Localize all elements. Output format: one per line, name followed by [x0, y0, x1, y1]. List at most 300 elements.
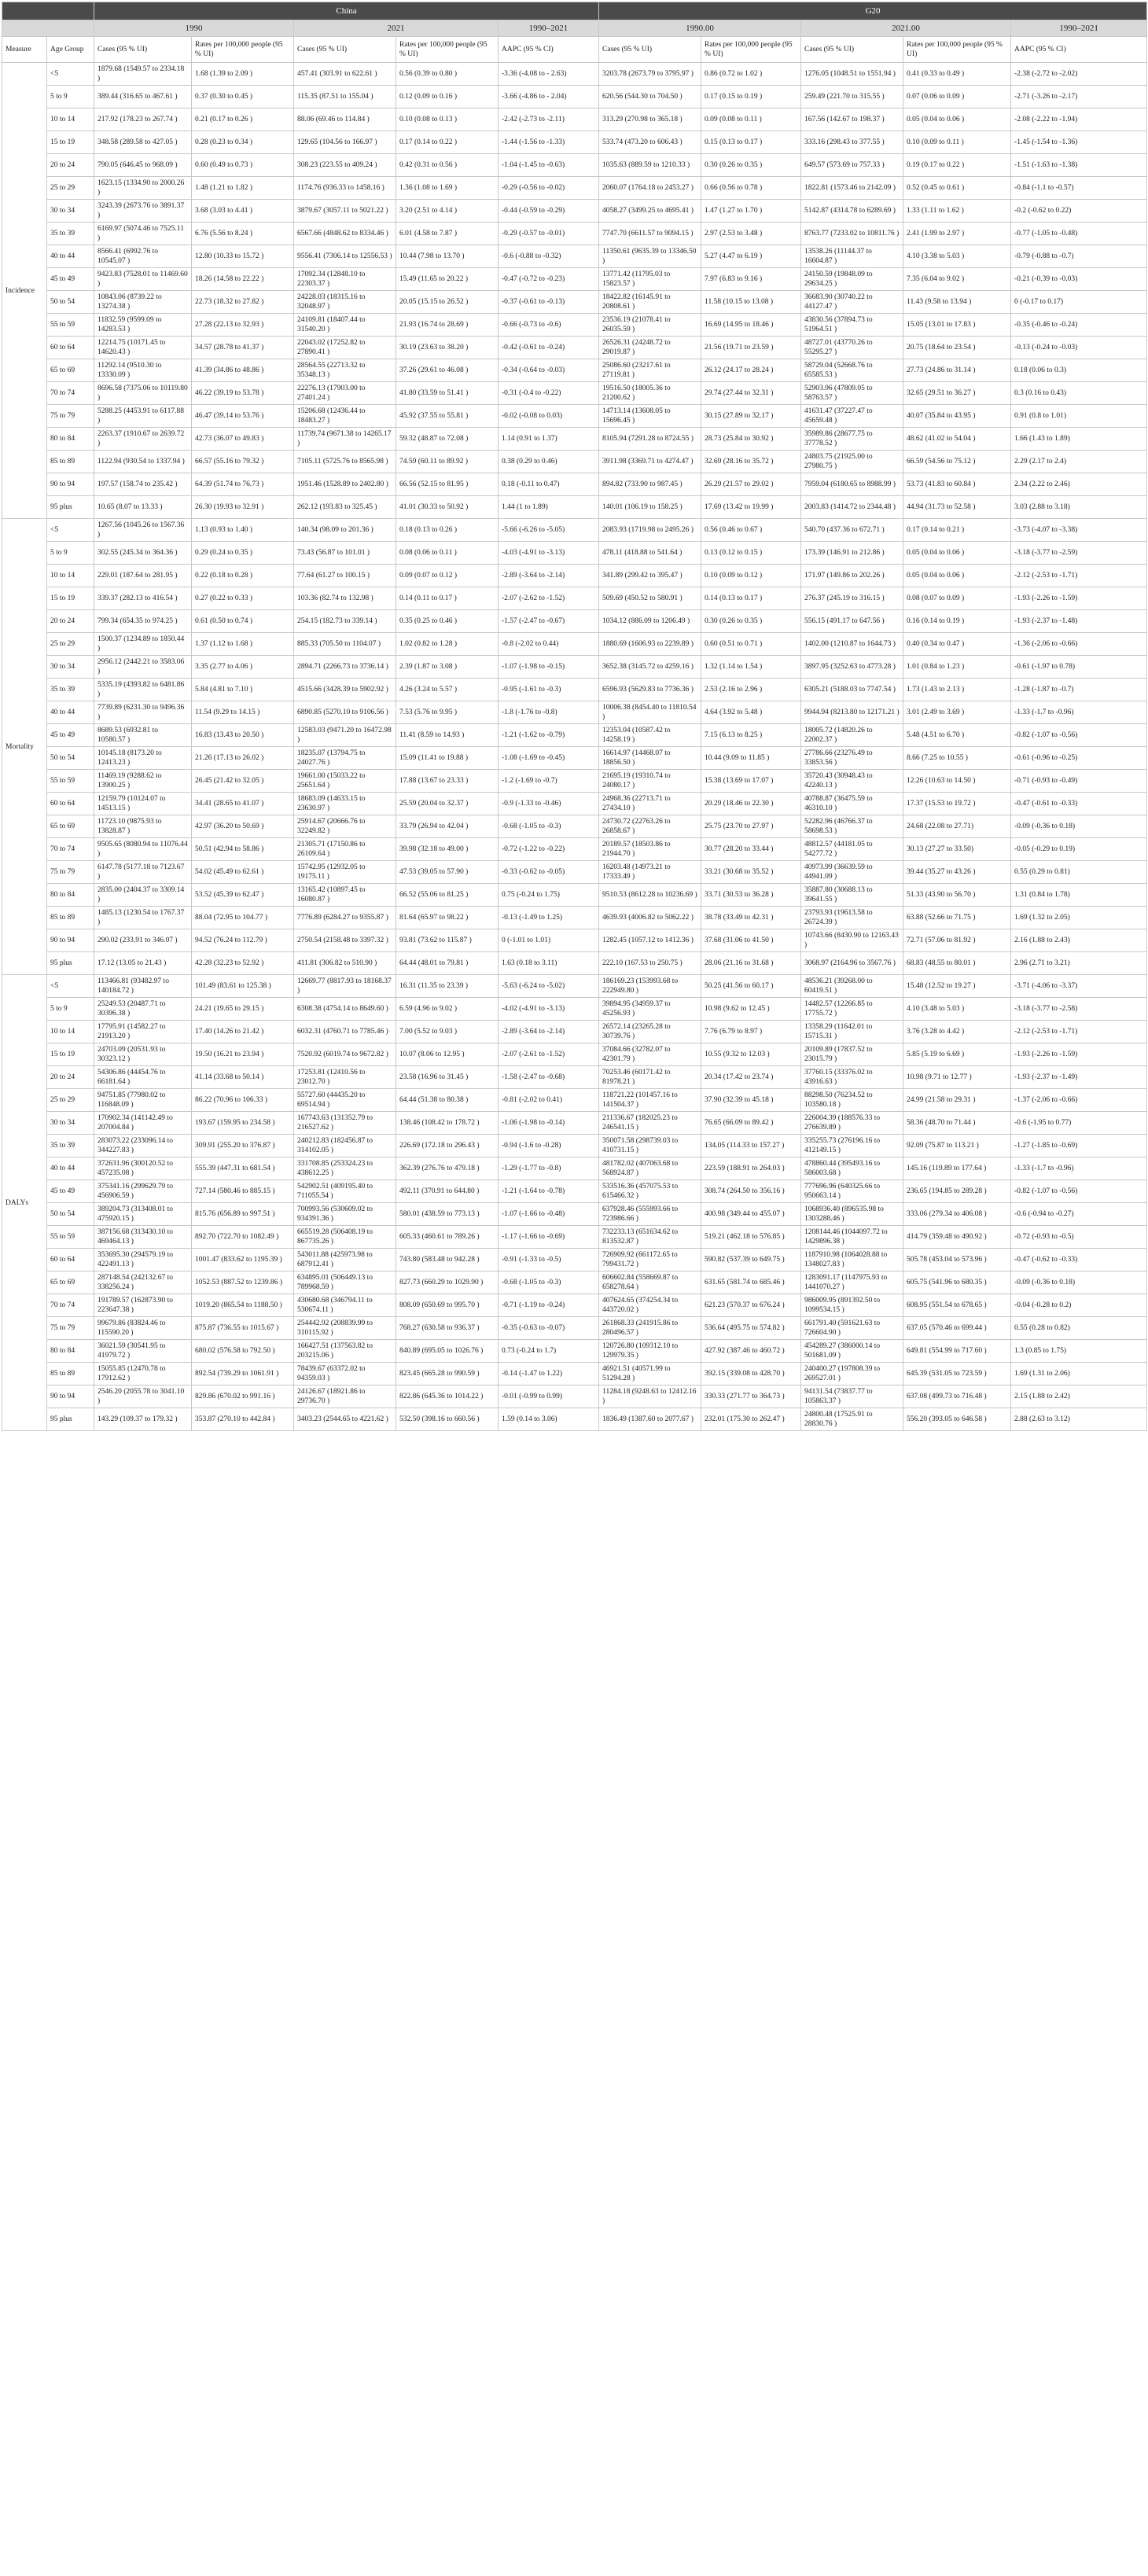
cell-china-aapc: -0.31 (-0.4 to -0.22)	[499, 382, 599, 405]
cell-china-aapc: 0.18 (-0.11 to 0.47)	[499, 473, 599, 496]
cell-g20-rate-1990: 427.92 (387.46 to 460.72 )	[701, 1340, 801, 1363]
cell-g20-cases-1990: 39894.95 (34959.37 to 45256.93 )	[599, 998, 701, 1021]
region-header-china: China	[94, 2, 599, 20]
cell-china-rate-1990: 54.02 (45.49 to 62.61 )	[192, 861, 294, 884]
cell-china-cases-2021: 7520.92 (6019.74 to 9672.82 )	[294, 1043, 396, 1066]
cell-china-cases-1990: 229.01 (187.64 to 281.95 )	[94, 565, 192, 587]
cell-china-rate-1990: 41.39 (34.86 to 48.86 )	[192, 359, 294, 382]
cell-g20-aapc: 0.55 (0.29 to 0.81)	[1011, 861, 1147, 884]
cell-china-rate-2021: 93.81 (73.62 to 115.87 )	[396, 929, 499, 952]
cell-china-cases-1990: 1267.56 (1045.26 to 1567.36 )	[94, 519, 192, 542]
cell-china-cases-1990: 12214.75 (10171.45 to 14620.43 )	[94, 337, 192, 359]
cell-g20-rate-1990: 392.15 (339.08 to 428.70 )	[701, 1363, 801, 1386]
age-group-cell: 80 to 84	[47, 428, 94, 451]
cell-china-rate-1990: 3.35 (2.77 to 4.06 )	[192, 656, 294, 679]
cell-china-rate-2021: 0.56 (0.39 to 0.80 )	[396, 63, 499, 86]
cell-china-cases-2021: 15206.68 (12436.44 to 18483.27 )	[294, 405, 396, 428]
cell-china-rate-1990: 0.27 (0.22 to 0.33 )	[192, 587, 294, 610]
cell-china-rate-2021: 74.59 (60.11 to 89.92 )	[396, 451, 499, 473]
cell-g20-aapc: -1.37 (-2.06 to -0.66)	[1011, 1089, 1147, 1112]
cell-china-aapc: -5.63 (-6.24 to -5.02)	[499, 975, 599, 998]
cell-china-aapc: -2.89 (-3.64 to -2.14)	[499, 565, 599, 587]
cell-china-cases-2021: 543011.88 (425973.98 to 687912.41 )	[294, 1249, 396, 1271]
cell-g20-rate-2021: 53.73 (41.83 to 60.84 )	[903, 473, 1011, 496]
cell-g20-aapc: -0.35 (-0.46 to -0.24)	[1011, 314, 1147, 337]
cell-g20-rate-2021: 0.16 (0.14 to 0.19 )	[903, 610, 1011, 633]
cell-g20-cases-1990: 26572.14 (23265.28 to 30739.76 )	[599, 1021, 701, 1043]
cell-g20-cases-1990: 726909.92 (661172.65 to 799431.72 )	[599, 1249, 701, 1271]
age-group-cell: 5 to 9	[47, 86, 94, 109]
cell-china-cases-1990: 54306.86 (44454.76 to 66181.64 )	[94, 1066, 192, 1089]
cell-china-rate-1990: 6.76 (5.56 to 8.24 )	[192, 223, 294, 245]
cell-g20-cases-2021: 3068.97 (2164.96 to 3567.76 )	[801, 952, 903, 975]
cell-china-rate-2021: 226.69 (172.18 to 296.43 )	[396, 1135, 499, 1157]
cell-china-cases-1990: 1500.37 (1234.89 to 1850.44 )	[94, 633, 192, 656]
cell-china-rate-1990: 1.48 (1.21 to 1.82 )	[192, 177, 294, 200]
age-group-cell: 20 to 24	[47, 610, 94, 633]
table-row	[2, 86, 1147, 109]
cell-g20-cases-2021: 661791.40 (591621.63 to 726604.90 )	[801, 1317, 903, 1340]
cell-china-rate-1990: 24.21 (19.65 to 29.15 )	[192, 998, 294, 1021]
cell-china-rate-1990: 46.22 (39.19 to 53.78 )	[192, 382, 294, 405]
table-row	[2, 975, 1147, 998]
cell-china-aapc: -0.34 (-0.64 to -0.03)	[499, 359, 599, 382]
cell-g20-aapc: -1.33 (-1.7 to -0.96)	[1011, 701, 1147, 724]
cell-g20-rate-1990: 16.69 (14.95 to 18.46 )	[701, 314, 801, 337]
cell-g20-cases-1990: 26526.31 (24248.72 to 29019.87 )	[599, 337, 701, 359]
cell-china-rate-2021: 41.80 (33.59 to 51.41 )	[396, 382, 499, 405]
cell-china-cases-1990: 6147.78 (5177.18 to 7123.67 )	[94, 861, 192, 884]
cell-china-rate-2021: 0.17 (0.14 to 0.22 )	[396, 131, 499, 154]
table-row	[2, 405, 1147, 428]
cell-g20-rate-1990: 10.55 (9.32 to 12.03 )	[701, 1043, 801, 1066]
cell-g20-cases-1990: 118721.22 (101457.16 to 141504.37 )	[599, 1089, 701, 1112]
cell-g20-aapc: 2.15 (1.88 to 2.42)	[1011, 1386, 1147, 1408]
cell-g20-cases-1990: 11350.61 (9635.39 to 13346.50 )	[599, 245, 701, 268]
table-row	[2, 291, 1147, 314]
age-group-cell: 55 to 59	[47, 770, 94, 793]
region-header-row	[2, 2, 1147, 20]
table-body	[2, 63, 1147, 1431]
cell-china-aapc: -0.91 (-1.33 to -0.5)	[499, 1249, 599, 1271]
cell-china-cases-2021: 19661.00 (15033.22 to 25651.64 )	[294, 770, 396, 793]
cell-china-cases-2021: 73.43 (56.87 to 101.01 )	[294, 542, 396, 565]
cell-g20-cases-2021: 167.56 (142.67 to 198.37 )	[801, 109, 903, 131]
age-group-cell: 25 to 29	[47, 633, 94, 656]
cell-g20-rate-1990: 15.38 (13.69 to 17.07 )	[701, 770, 801, 793]
cell-china-rate-1990: 26.45 (21.42 to 32.05 )	[192, 770, 294, 793]
cell-china-aapc: -0.8 (-2.02 to 0.44)	[499, 633, 599, 656]
column-header-measure: Measure	[2, 37, 47, 63]
cell-g20-cases-2021: 9944.94 (8213.80 to 12171.21 )	[801, 701, 903, 724]
cell-g20-rate-2021: 0.41 (0.33 to 0.49 )	[903, 63, 1011, 86]
cell-china-cases-1990: 94751.85 (77980.02 to 116848.09 )	[94, 1089, 192, 1112]
cell-china-cases-1990: 348.58 (289.58 to 427.05 )	[94, 131, 192, 154]
cell-china-cases-1990: 113466.81 (93482.97 to 140184.72 )	[94, 975, 192, 998]
cell-china-aapc: -1.21 (-1.62 to -0.79)	[499, 724, 599, 747]
cell-g20-cases-2021: 333.16 (298.43 to 377.55 )	[801, 131, 903, 154]
cell-china-rate-2021: 3.20 (2.51 to 4.14 )	[396, 200, 499, 223]
cell-china-aapc: 0.75 (-0.24 to 1.75)	[499, 884, 599, 907]
cell-china-cases-2021: 6890.85 (5270.10 to 9106.56 )	[294, 701, 396, 724]
table-row	[2, 1363, 1147, 1386]
table-row	[2, 245, 1147, 268]
age-group-cell: 90 to 94	[47, 929, 94, 952]
cell-g20-rate-1990: 1.32 (1.14 to 1.54 )	[701, 656, 801, 679]
cell-china-aapc: -5.66 (-6.26 to -5.05)	[499, 519, 599, 542]
cell-g20-cases-2021: 24803.75 (21925.00 to 27980.75 )	[801, 451, 903, 473]
table-row	[2, 542, 1147, 565]
cell-g20-cases-2021: 7959.04 (6180.65 to 8988.99 )	[801, 473, 903, 496]
cell-china-rate-2021: 10.44 (7.98 to 13.70 )	[396, 245, 499, 268]
cell-china-rate-1990: 46.47 (39.14 to 53.76 )	[192, 405, 294, 428]
cell-china-rate-2021: 0.18 (0.13 to 0.26 )	[396, 519, 499, 542]
cell-g20-aapc: -3.18 (-3.77 to -2.59)	[1011, 542, 1147, 565]
cell-china-rate-2021: 25.59 (20.04 to 32.37 )	[396, 793, 499, 815]
cell-china-aapc: -0.9 (-1.33 to -0.46)	[499, 793, 599, 815]
cell-g20-rate-2021: 0.07 (0.06 to 0.09 )	[903, 86, 1011, 109]
cell-china-cases-2021: 12669.77 (8817.93 to 18168.37 )	[294, 975, 396, 998]
cell-china-cases-1990: 8689.53 (6932.81 to 10580.57 )	[94, 724, 192, 747]
cell-g20-cases-2021: 335255.73 (276196.16 to 412149.15 )	[801, 1135, 903, 1157]
cell-china-cases-1990: 7739.89 (6231.30 to 9496.36 )	[94, 701, 192, 724]
cell-china-aapc: -1.07 (-1.66 to -0.48)	[499, 1203, 599, 1226]
cell-g20-cases-1990: 222.10 (167.53 to 250.75 )	[599, 952, 701, 975]
cell-china-cases-2021: 22276.13 (17903.00 to 27401.24 )	[294, 382, 396, 405]
cell-china-cases-1990: 11832.59 (9599.09 to 14283.53 )	[94, 314, 192, 337]
cell-china-rate-2021: 768.27 (630.58 to 936.37 )	[396, 1317, 499, 1340]
cell-china-cases-1990: 1623.15 (1334.90 to 2000.26 )	[94, 177, 192, 200]
cell-china-aapc: -0.33 (-0.62 to -0.05)	[499, 861, 599, 884]
cell-china-aapc: -0.47 (-0.72 to -0.23)	[499, 268, 599, 291]
cell-china-rate-2021: 11.41 (8.59 to 14.93 )	[396, 724, 499, 747]
cell-g20-cases-2021: 6305.21 (5188.03 to 7747.54 )	[801, 679, 903, 701]
age-group-cell: 40 to 44	[47, 1157, 94, 1180]
cell-g20-aapc: -0.61 (-1.97 to 0.78)	[1011, 656, 1147, 679]
cell-china-aapc: -0.68 (-1.05 to -0.3)	[499, 815, 599, 838]
cell-g20-rate-2021: 40.07 (35.84 to 43.95 )	[903, 405, 1011, 428]
cell-china-cases-1990: 36021.59 (30541.95 to 41979.72 )	[94, 1340, 192, 1363]
cell-g20-rate-1990: 28.73 (25.84 to 30.92 )	[701, 428, 801, 451]
cell-china-rate-1990: 64.39 (51.74 to 76.73 )	[192, 473, 294, 496]
cell-china-cases-1990: 372631.96 (300120.52 to 457235.08 )	[94, 1157, 192, 1180]
cell-g20-cases-1990: 37084.66 (32782.07 to 42301.79 )	[599, 1043, 701, 1066]
cell-china-rate-2021: 1.36 (1.08 to 1.69 )	[396, 177, 499, 200]
cell-g20-rate-1990: 17.69 (13.42 to 19.99 )	[701, 496, 801, 519]
table-row	[2, 337, 1147, 359]
cell-g20-rate-1990: 621.23 (570.37 to 676.24 )	[701, 1294, 801, 1317]
cell-g20-rate-1990: 5.27 (4.47 to 6.19 )	[701, 245, 801, 268]
cell-china-rate-1990: 11.54 (9.29 to 14.15 )	[192, 701, 294, 724]
cell-china-cases-2021: 25914.67 (20666.76 to 32249.82 )	[294, 815, 396, 838]
cell-china-rate-1990: 1001.47 (833.62 to 1195.39 )	[192, 1249, 294, 1271]
header-spacer	[2, 2, 94, 20]
cell-g20-cases-2021: 259.49 (221.70 to 315.55 )	[801, 86, 903, 109]
age-group-cell: 40 to 44	[47, 245, 94, 268]
period-header-china-change: 1990–2021	[499, 20, 599, 37]
cell-g20-rate-1990: 519.21 (462.18 to 576.85 )	[701, 1226, 801, 1249]
age-group-cell: 50 to 54	[47, 291, 94, 314]
cell-china-aapc: -4.02 (-4.91 to -3.13)	[499, 998, 599, 1021]
cell-china-rate-1990: 0.37 (0.30 to 0.45 )	[192, 86, 294, 109]
cell-g20-aapc: -2.08 (-2.22 to -1.94)	[1011, 109, 1147, 131]
cell-china-cases-1990: 389204.73 (313408.01 to 475920.15 )	[94, 1203, 192, 1226]
cell-china-cases-2021: 6567.66 (4848.62 to 8334.46 )	[294, 223, 396, 245]
cell-china-aapc: -4.03 (-4.91 to -3.13)	[499, 542, 599, 565]
cell-g20-aapc: 0.91 (0.8 to 1.01)	[1011, 405, 1147, 428]
cell-g20-cases-2021: 52282.96 (46766.37 to 58698.53 )	[801, 815, 903, 838]
cell-china-aapc: -1.08 (-1.69 to -0.45)	[499, 747, 599, 770]
cell-g20-aapc: -0.71 (-0.93 to -0.49)	[1011, 770, 1147, 793]
age-group-cell: 25 to 29	[47, 1089, 94, 1112]
cell-china-rate-2021: 21.93 (16.74 to 28.69 )	[396, 314, 499, 337]
table-row	[2, 884, 1147, 907]
cell-g20-cases-1990: 12353.04 (10587.42 to 14258.19 )	[599, 724, 701, 747]
table-row	[2, 496, 1147, 519]
cell-china-cases-2021: 129.65 (104.56 to 166.97 )	[294, 131, 396, 154]
cell-g20-aapc: -1.93 (-2.26 to -1.59)	[1011, 1043, 1147, 1066]
period-header-g20-1990: 1990.00	[599, 20, 801, 37]
table-row	[2, 1271, 1147, 1294]
cell-g20-rate-2021: 5.48 (4.51 to 6.70 )	[903, 724, 1011, 747]
cell-g20-rate-2021: 0.05 (0.04 to 0.06 )	[903, 565, 1011, 587]
cell-china-cases-2021: 2750.54 (2158.48 to 3397.32 )	[294, 929, 396, 952]
cell-g20-rate-1990: 25.75 (23.70 to 27.97 )	[701, 815, 801, 838]
cell-g20-rate-1990: 400.98 (349.44 to 455.07 )	[701, 1203, 801, 1226]
column-header-age-group: Age Group	[47, 37, 94, 63]
cell-china-rate-1990: 0.28 (0.23 to 0.34 )	[192, 131, 294, 154]
table-row	[2, 1157, 1147, 1180]
cell-g20-cases-1990: 350071.58 (298739.03 to 410731.15 )	[599, 1135, 701, 1157]
column-header-rates: Rates per 100,000 people (95 % UI)	[903, 37, 1011, 63]
cell-china-rate-2021: 20.05 (15.15 to 26.52 )	[396, 291, 499, 314]
cell-g20-aapc: 2.96 (2.71 to 3.21)	[1011, 952, 1147, 975]
cell-g20-cases-2021: 13538.26 (11144.37 to 16604.87 )	[801, 245, 903, 268]
period-header-china-1990: 1990	[94, 20, 294, 37]
cell-g20-rate-1990: 223.59 (188.91 to 264.03 )	[701, 1157, 801, 1180]
cell-g20-cases-2021: 986009.95 (891392.50 to 1099534.15 )	[801, 1294, 903, 1317]
cell-g20-aapc: 0.3 (0.16 to 0.43)	[1011, 382, 1147, 405]
cell-china-cases-1990: 17.12 (13.05 to 21.43 )	[94, 952, 192, 975]
cell-g20-cases-1990: 7747.70 (6611.57 to 9094.15 )	[599, 223, 701, 245]
cell-g20-rate-1990: 10.98 (9.62 to 12.45 )	[701, 998, 801, 1021]
cell-china-aapc: 1.59 (0.14 to 3.06)	[499, 1408, 599, 1431]
cell-g20-aapc: -0.47 (-0.61 to -0.33)	[1011, 793, 1147, 815]
cell-g20-cases-2021: 24800.48 (17525.91 to 28830.76 )	[801, 1408, 903, 1431]
cell-g20-aapc: 3.03 (2.88 to 3.18)	[1011, 496, 1147, 519]
age-group-cell: 95 plus	[47, 952, 94, 975]
cell-g20-cases-2021: 24150.59 (19848.09 to 29634.25 )	[801, 268, 903, 291]
cell-china-cases-2021: 24126.67 (18921.86 to 29736.70 )	[294, 1386, 396, 1408]
cell-g20-cases-2021: 2003.83 (1414.72 to 2344.48 )	[801, 496, 903, 519]
cell-g20-cases-1990: 4058.27 (3499.25 to 4695.41 )	[599, 200, 701, 223]
cell-g20-rate-2021: 4.10 (3.48 to 5.03 )	[903, 998, 1011, 1021]
cell-g20-rate-2021: 505.78 (453.04 to 573.96 )	[903, 1249, 1011, 1271]
age-group-cell: 5 to 9	[47, 542, 94, 565]
cell-china-cases-2021: 262.12 (193.83 to 325.45 )	[294, 496, 396, 519]
column-header-rates: Rates per 100,000 people (95 % UI)	[396, 37, 499, 63]
cell-g20-cases-2021: 48812.57 (44181.05 to 54277.72 )	[801, 838, 903, 861]
cell-china-aapc: -1.57 (-2.47 to -0.67)	[499, 610, 599, 633]
cell-china-rate-2021: 7.53 (5.76 to 9.95 )	[396, 701, 499, 724]
cell-g20-aapc: -1.93 (-2.26 to -1.59)	[1011, 587, 1147, 610]
cell-china-rate-1990: 193.67 (159.95 to 234.58 )	[192, 1112, 294, 1135]
cell-g20-rate-1990: 2.53 (2.16 to 2.96 )	[701, 679, 801, 701]
cell-china-cases-1990: 143.29 (109.37 to 179.32 )	[94, 1408, 192, 1431]
cell-china-cases-2021: 55727.60 (44435.20 to 69514.94 )	[294, 1089, 396, 1112]
cell-china-rate-1990: 53.52 (45.39 to 62.47 )	[192, 884, 294, 907]
cell-g20-rate-2021: 20.75 (18.64 to 23.54 )	[903, 337, 1011, 359]
table-row	[2, 701, 1147, 724]
age-group-cell: <5	[47, 519, 94, 542]
cell-china-cases-1990: 5335.19 (4393.82 to 6481.86 )	[94, 679, 192, 701]
cell-g20-cases-1990: 1282.45 (1057.12 to 1412.36 )	[599, 929, 701, 952]
age-group-cell: 15 to 19	[47, 1043, 94, 1066]
cell-g20-rate-2021: 10.98 (9.71 to 12.77 )	[903, 1066, 1011, 1089]
table-row	[2, 815, 1147, 838]
cell-g20-cases-1990: 140.01 (106.19 to 158.25 )	[599, 496, 701, 519]
cell-g20-rate-1990: 0.13 (0.12 to 0.15 )	[701, 542, 801, 565]
cell-china-cases-2021: 885.33 (705.50 to 1104.07 )	[294, 633, 396, 656]
cell-china-rate-2021: 10.07 (8.06 to 12.95 )	[396, 1043, 499, 1066]
cell-china-aapc: -0.68 (-1.05 to -0.3)	[499, 1271, 599, 1294]
cell-g20-cases-1990: 9510.53 (8612.28 to 10236.69 )	[599, 884, 701, 907]
cell-g20-rate-2021: 7.35 (6.04 to 9.02 )	[903, 268, 1011, 291]
cell-china-aapc: -3.36 (-4.08 to - 2.63)	[499, 63, 599, 86]
cell-g20-rate-2021: 24.99 (21.58 to 29.31 )	[903, 1089, 1011, 1112]
cell-china-cases-2021: 411.81 (306.82 to 510.90 )	[294, 952, 396, 975]
cell-g20-aapc: -3.71 (-4.06 to -3.37)	[1011, 975, 1147, 998]
cell-g20-rate-1990: 232.01 (175.30 to 262.47 )	[701, 1408, 801, 1431]
table-row	[2, 724, 1147, 747]
cell-g20-aapc: -2.12 (-2.53 to -1.71)	[1011, 1021, 1147, 1043]
cell-g20-aapc: -1.93 (-2.37 to -1.48)	[1011, 610, 1147, 633]
cell-china-rate-2021: 840.89 (695.05 to 1026.76 )	[396, 1340, 499, 1363]
cell-china-aapc: 1.63 (0.18 to 3.11)	[499, 952, 599, 975]
table-row	[2, 952, 1147, 975]
cell-china-aapc: -1.2 (-1.69 to -0.7)	[499, 770, 599, 793]
cell-g20-rate-2021: 236.65 (194.85 to 289.28 )	[903, 1180, 1011, 1203]
age-group-cell: 30 to 34	[47, 200, 94, 223]
cell-g20-aapc: -1.33 (-1.7 to -0.96)	[1011, 1157, 1147, 1180]
cell-china-cases-1990: 1122.94 (930.54 to 1337.94 )	[94, 451, 192, 473]
cell-china-rate-2021: 823.45 (665.28 to 990.59 )	[396, 1363, 499, 1386]
cell-g20-rate-1990: 134.05 (114.33 to 157.27 )	[701, 1135, 801, 1157]
cell-g20-rate-1990: 330.33 (271.77 to 364.73 )	[701, 1386, 801, 1408]
age-group-cell: 50 to 54	[47, 1203, 94, 1226]
cell-g20-rate-2021: 27.73 (24.86 to 31.14 )	[903, 359, 1011, 382]
cell-china-aapc: 0.73 (-0.24 to 1.7)	[499, 1340, 599, 1363]
cell-g20-cases-1990: 4639.93 (4006.82 to 5062.22 )	[599, 907, 701, 929]
cell-china-rate-2021: 41.01 (30.33 to 50.92 )	[396, 496, 499, 519]
cell-china-rate-2021: 15.49 (11.65 to 20.22 )	[396, 268, 499, 291]
cell-china-cases-1990: 302.55 (245.34 to 364.36 )	[94, 542, 192, 565]
table-row	[2, 633, 1147, 656]
age-group-cell: 70 to 74	[47, 382, 94, 405]
age-group-cell: 45 to 49	[47, 1180, 94, 1203]
cell-china-aapc: -1.06 (-1.98 to -0.14)	[499, 1112, 599, 1135]
cell-china-rate-2021: 0.12 (0.09 to 0.16 )	[396, 86, 499, 109]
cell-g20-cases-2021: 13358.29 (11642.01 to 15715.31 )	[801, 1021, 903, 1043]
cell-g20-rate-2021: 12.26 (10.63 to 14.50 )	[903, 770, 1011, 793]
cell-china-cases-1990: 290.02 (233.91 to 346.07 )	[94, 929, 192, 952]
age-group-cell: 85 to 89	[47, 907, 94, 929]
cell-g20-rate-1990: 29.74 (27.44 to 32.31 )	[701, 382, 801, 405]
cell-g20-cases-2021: 1402.00 (1210.87 to 1644.73 )	[801, 633, 903, 656]
cell-g20-aapc: -3.18 (-3.77 to -2.58)	[1011, 998, 1147, 1021]
table-row	[2, 1317, 1147, 1340]
age-group-cell: 35 to 39	[47, 679, 94, 701]
cell-china-rate-1990: 680.02 (576.58 to 792.50 )	[192, 1340, 294, 1363]
cell-china-aapc: -0.6 (-0.88 to -0.32)	[499, 245, 599, 268]
cell-g20-aapc: -0.79 (-0.88 to -0.7)	[1011, 245, 1147, 268]
cell-g20-cases-1990: 70253.46 (60171.42 to 81978.21 )	[599, 1066, 701, 1089]
table-row	[2, 1043, 1147, 1066]
cell-g20-cases-2021: 43830.56 (37894.73 to 51964.51 )	[801, 314, 903, 337]
cell-china-cases-2021: 308.23 (223.55 to 409.24 )	[294, 154, 396, 177]
cell-g20-rate-1990: 0.17 (0.15 to 0.19 )	[701, 86, 801, 109]
cell-g20-cases-1990: 120726.80 (109312.10 to 129979.35 )	[599, 1340, 701, 1363]
data-table	[2, 2, 1147, 1431]
cell-g20-rate-2021: 145.16 (119.89 to 177.64 )	[903, 1157, 1011, 1180]
cell-g20-cases-1990: 637928.46 (555993.66 to 723986.66 )	[599, 1203, 701, 1226]
age-group-cell: 55 to 59	[47, 1226, 94, 1249]
cell-china-aapc: 0 (-1.01 to 1.01)	[499, 929, 599, 952]
cell-g20-cases-1990: 11284.18 (9248.63 to 12412.16 )	[599, 1386, 701, 1408]
cell-g20-rate-1990: 0.56 (0.46 to 0.67 )	[701, 519, 801, 542]
cell-g20-aapc: -0.13 (-0.24 to -0.03)	[1011, 337, 1147, 359]
cell-china-rate-1990: 16.83 (13.43 to 20.50 )	[192, 724, 294, 747]
cell-china-cases-2021: 18683.09 (14633.15 to 23630.97 )	[294, 793, 396, 815]
cell-g20-rate-1990: 10.44 (9.09 to 11.85 )	[701, 747, 801, 770]
cell-g20-rate-2021: 11.43 (9.58 to 13.94 )	[903, 291, 1011, 314]
cell-china-rate-2021: 0.08 (0.06 to 0.11 )	[396, 542, 499, 565]
cell-china-rate-1990: 12.80 (10.33 to 15.72 )	[192, 245, 294, 268]
cell-g20-rate-2021: 8.66 (7.25 to 10.55 )	[903, 747, 1011, 770]
cell-china-cases-2021: 17253.81 (12410.56 to 23012.70 )	[294, 1066, 396, 1089]
cell-g20-cases-2021: 14482.57 (12266.85 to 17755.72 )	[801, 998, 903, 1021]
table-row	[2, 1112, 1147, 1135]
cell-g20-cases-1990: 23536.19 (21078.41 to 26035.59 )	[599, 314, 701, 337]
cell-china-rate-2021: 2.39 (1.87 to 3.08 )	[396, 656, 499, 679]
cell-g20-cases-2021: 454289.27 (386000.14 to 501681.09 )	[801, 1340, 903, 1363]
cell-g20-rate-2021: 58.36 (48.70 to 71.44 )	[903, 1112, 1011, 1135]
cell-g20-cases-2021: 41631.47 (37227.47 to 45659.48 )	[801, 405, 903, 428]
cell-g20-rate-1990: 30.77 (28.20 to 33.44 )	[701, 838, 801, 861]
cell-g20-cases-2021: 20109.89 (17837.52 to 23015.79 )	[801, 1043, 903, 1066]
cell-china-cases-2021: 240212.83 (182456.87 to 314102.05 )	[294, 1135, 396, 1157]
cell-g20-cases-2021: 58729.04 (52668.76 to 65585.53 )	[801, 359, 903, 382]
cell-china-rate-1990: 1019.20 (865.54 to 1188.50 )	[192, 1294, 294, 1317]
cell-china-cases-2021: 6032.31 (4760.71 to 7785.46 )	[294, 1021, 396, 1043]
cell-china-aapc: -0.35 (-0.63 to -0.07)	[499, 1317, 599, 1340]
cell-china-cases-1990: 5288.25 (4453.91 to 6117.88 )	[94, 405, 192, 428]
cell-g20-aapc: -0.6 (-1.95 to 0.77)	[1011, 1112, 1147, 1135]
cell-g20-rate-2021: 608.95 (551.54 to 678.65 )	[903, 1294, 1011, 1317]
cell-g20-aapc: -1.45 (-1.54 to -1.36)	[1011, 131, 1147, 154]
cell-china-cases-1990: 11723.10 (9875.93 to 13828.87 )	[94, 815, 192, 838]
cell-china-cases-1990: 389.44 (316.65 to 467.61 )	[94, 86, 192, 109]
cell-g20-rate-2021: 24.68 (22.08 to 27.71)	[903, 815, 1011, 838]
table-row	[2, 382, 1147, 405]
cell-g20-cases-2021: 1208144.46 (1044097.72 to 1429896.38 )	[801, 1226, 903, 1249]
cell-g20-rate-1990: 7.97 (6.83 to 9.16 )	[701, 268, 801, 291]
cell-g20-cases-2021: 1187910.98 (1064028.88 to 1348027.83 )	[801, 1249, 903, 1271]
cell-g20-rate-1990: 0.10 (0.09 to 0.12 )	[701, 565, 801, 587]
cell-china-aapc: -1.58 (-2.47 to -0.68)	[499, 1066, 599, 1089]
cell-g20-aapc: 2.16 (1.88 to 2.43)	[1011, 929, 1147, 952]
cell-china-rate-1990: 22.73 (18.32 to 27.82 )	[192, 291, 294, 314]
